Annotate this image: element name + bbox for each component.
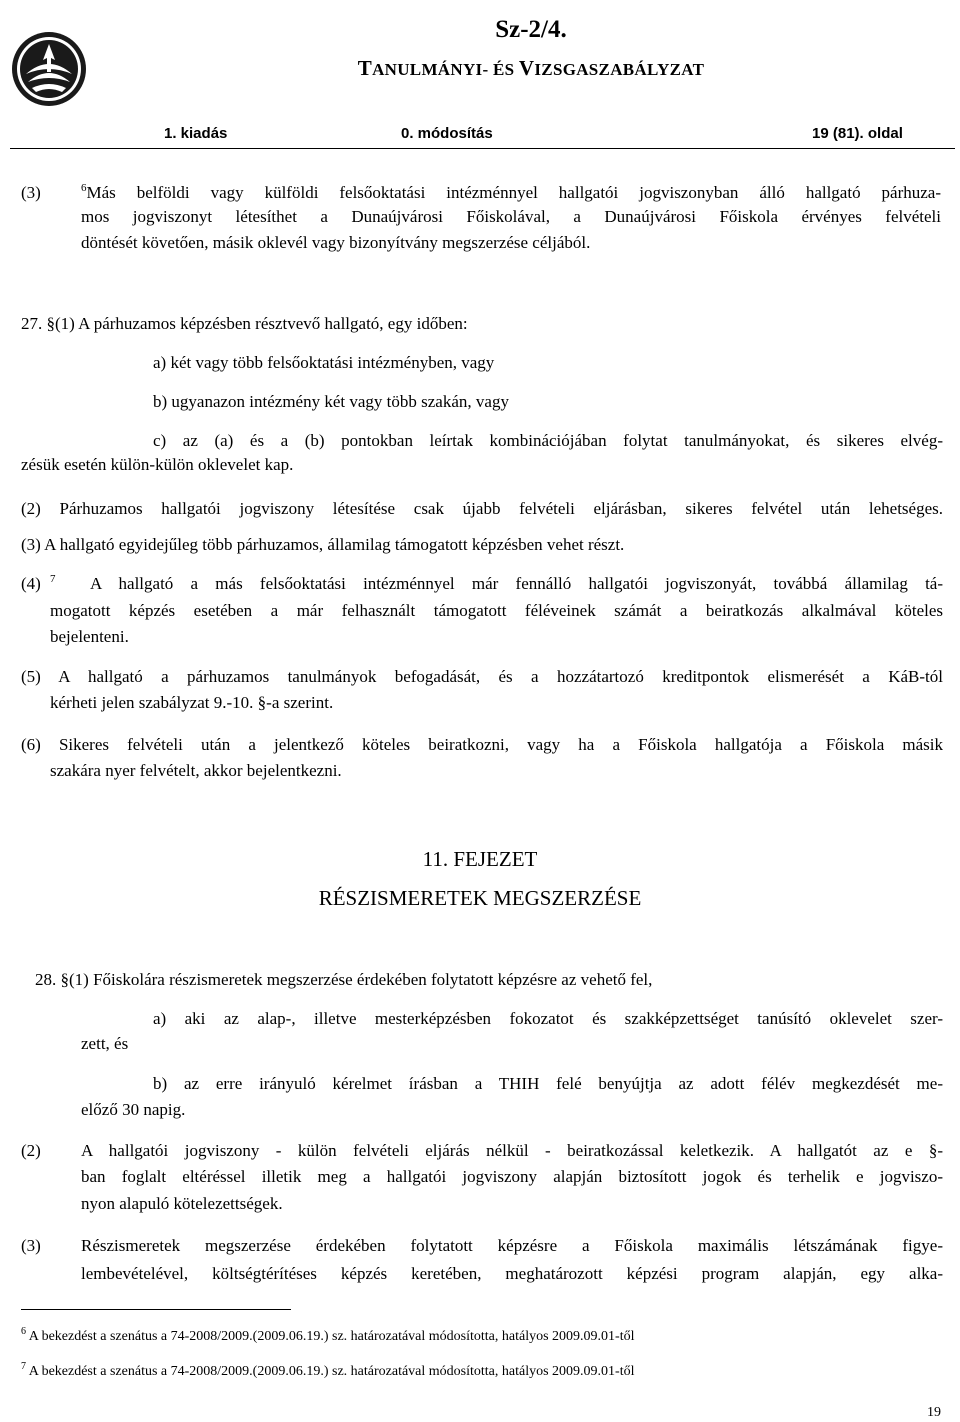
paragraph-line: kérheti jelen szabályzat 9.-10. §-a szerint. — [50, 693, 334, 712]
list-item-a-cont: zett, és — [81, 1034, 129, 1053]
paragraph-2: (2) Párhuzamos hallgatói jogviszony létesítése csak újabb felvételi eljárásban, sikeres felvétel után lehetséges. — [21, 499, 943, 518]
paragraph-line: bejelenteni. — [50, 627, 129, 646]
paragraph-number: (3) — [21, 183, 41, 202]
paragraph-line: mogatott képzés esetében a már felhasznált támogatott féléveinek számát a beiratkozás alkalmával köteles — [50, 601, 943, 620]
document-title: TANULMÁNYI- ÉS VIZSGASZABÁLYZAT — [357, 56, 705, 80]
modification-label: 0. módosítás — [401, 125, 493, 142]
paragraph-number: (2) — [21, 1141, 41, 1160]
paragraph-number: (4) — [21, 574, 41, 593]
footnote: $^7$ A bekezdést a szenátus a 74-2008/2009.(2009.06.19.) sz. határozatával módosította, hatályos 2009.09.01-től — [21, 1361, 635, 1379]
paragraph-line: ban foglalt eltéréssel illetik meg a hallgatói jogviszony alapján biztosított jogok és terhelik e jogviszo- — [81, 1167, 943, 1186]
list-item-b-cont: előző 30 napig. — [81, 1100, 186, 1119]
list-item-a: a) két vagy több felsőoktatási intézményben, vagy — [153, 353, 495, 372]
paragraph-3: (3) A hallgató egyidejűleg több párhuzamos, államilag támogatott képzésben vehet részt. — [21, 535, 625, 554]
list-item-b: b) ugyanazon intézmény két vagy több szakán, vagy — [153, 392, 509, 411]
list-item-c-cont: zésük esetén külön-külön oklevelet kap. — [21, 455, 294, 474]
document-code: Sz-2/4. — [495, 16, 567, 43]
chapter-number: 11. FEJEZET — [422, 847, 538, 871]
page-number: 19 — [927, 1405, 941, 1420]
chapter-title: RÉSZISMERETEK MEGSZERZÉSE — [318, 886, 642, 910]
paragraph-line: lembevételével, költségtérítéses képzés keretében, meghatározott képzési program alapján, egy alka- — [81, 1264, 943, 1283]
paragraph-line: döntését követően, másik oklevél vagy bizonyítvány megszerzése céljából. — [81, 233, 591, 252]
footnote-ref: 7 — [50, 573, 56, 585]
paragraph-number: (3) — [21, 1236, 41, 1255]
paragraph-line: nyon alapuló kötelezettségek. — [81, 1194, 283, 1213]
paragraph-line: mos jogviszonyt létesíthet a Dunaújvárosi Főiskolával, a Dunaújvárosi Főiskola érvényes felvételi — [81, 207, 941, 226]
paragraph-line: $^7$ A hallgató a más felsőoktatási intézménnyel már fennálló hallgatói jogviszonyát, továbbá államilag tá- — [50, 573, 943, 593]
footnote-separator — [21, 1309, 291, 1310]
page-label: 19 (81). oldal — [812, 125, 903, 142]
list-item-b: b) az erre irányuló kérelmet írásban a THIH felé benyújtja az adott félév megkezdését me- — [153, 1074, 943, 1093]
header-rule — [10, 148, 955, 149]
footnote-ref: 6 — [81, 182, 87, 194]
paragraph-line: A hallgatói jogviszony - külön felvételi eljárás nélkül - beiratkozással keletkezik. A hallgatót az e §- — [81, 1141, 943, 1160]
footnote: $^6$ A bekezdést a szenátus a 74-2008/2009.(2009.06.19.) sz. határozatával módosította, hatályos 2009.09.01-től — [21, 1326, 635, 1344]
paragraph-6: (6) Sikeres felvételi után a jelentkező köteles beiratkozni, vagy ha a Főiskola hallgatója a Főiskola másik — [21, 735, 943, 754]
section-28-intro: 28. §(1) Főiskolára részismeretek megszerzése érdekében folytatott képzésre az vehető fel, — [35, 970, 653, 989]
edition-label: 1. kiadás — [164, 125, 228, 142]
paragraph-line: $^6$Más belföldi vagy külföldi felsőoktatási intézménnyel hallgatói jogviszonyban álló hallgató párhuza- — [81, 182, 941, 202]
list-item-a: a) aki az alap-, illetve mesterképzésben fokozatot és szakképzettséget tanúsító oklevelet szer- — [153, 1009, 943, 1028]
paragraph-line: Részismeretek megszerzése érdekében folytatott képzésre a Főiskola maximális létszámának figye- — [81, 1236, 943, 1255]
section-27-intro: 27. §(1) A párhuzamos képzésben résztvevő hallgató, egy időben: — [21, 314, 468, 333]
paragraph-line: szakára nyer felvételt, akkor bejelentkezni. — [50, 761, 342, 780]
list-item-c: c) az (a) és a (b) pontokban leírtak kombinációjában folytat tanulmányokat, és sikeres elvég- — [153, 431, 943, 450]
paragraph-5: (5) A hallgató a párhuzamos tanulmányok befogadását, és a hozzátartozó kreditpontok elismerését a KáB-tól — [21, 667, 943, 686]
